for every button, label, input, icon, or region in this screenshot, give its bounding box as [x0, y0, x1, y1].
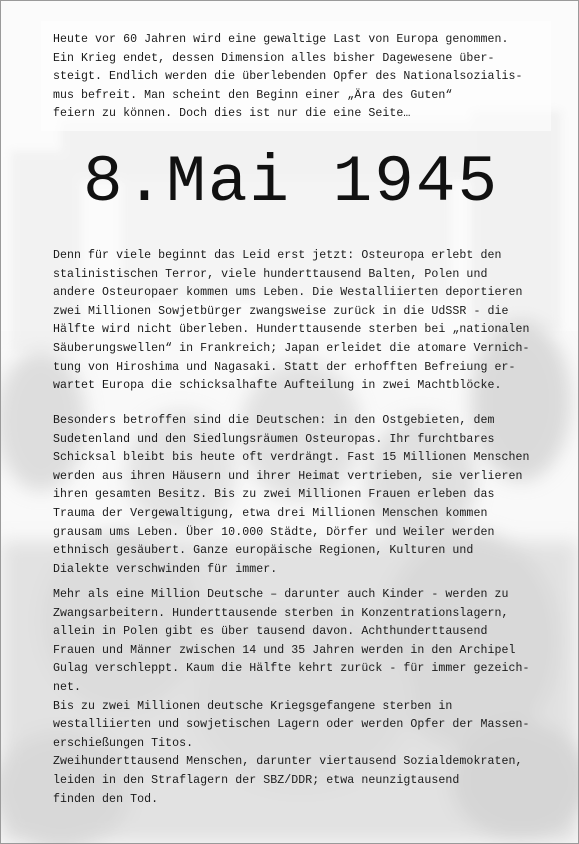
text-line: wartet Europa die schicksalhafte Aufteilung in zwei Machtblöcke.: [53, 379, 502, 393]
intro-line: mus befreit. Man scheint den Beginn einer „Ära des Guten“: [53, 88, 453, 102]
paragraph-forced-labour: [53, 586, 553, 809]
text-line: Schicksal bleibt bis heute oft verdrängt. Fast 15 Millionen Menschen: [53, 451, 530, 465]
text-line: Dialekte verschwinden für immer.: [53, 562, 278, 576]
intro-line: Ein Krieg endet, dessen Dimension alles bisher Dagewesene über-: [53, 51, 495, 65]
text-line: allein in Polen gibt es über tausend davon. Achthunderttausend: [53, 625, 488, 639]
intro-line: feiern zu können. Doch dies ist nur die eine Seite…: [53, 107, 411, 121]
text-line: Besonders betroffen sind die Deutschen: in den Ostgebieten, dem: [53, 414, 495, 427]
text-line: finden den Tod.: [53, 792, 159, 806]
intro-line: Heute vor 60 Jahren wird eine gewaltige Last von Europa genommen.: [53, 33, 509, 46]
text-line: grausam ums Leben. Über 10.000 Städte, Dörfer und Weiler werden: [53, 525, 495, 539]
text-line: tung von Hiroshima und Nagasaki. Statt der erhofften Befreiung er-: [53, 360, 516, 374]
text-line: erschießungen Titos.: [53, 736, 194, 750]
paragraph-expulsion: [53, 412, 553, 579]
text-line: werden aus ihren Häusern und ihrer Heimat vertrieben, sie verlieren: [53, 469, 523, 483]
text-line: zwei Millionen Sowjetbürger zwangsweise zurück in die UdSSR - die: [53, 304, 509, 318]
text-line: Säuberungswellen“ in Frankreich; Japan erleidet die atomare Vernich-: [53, 341, 530, 355]
text-line: ethnisch gesäubert. Ganze europäische Regionen, Kulturen und: [53, 544, 474, 558]
text-line: ihren gesamten Besitz. Bis zu zwei Millionen Frauen erleben das: [53, 488, 495, 502]
paragraph-eastern-europe: [53, 247, 553, 396]
text-line: Hälfte wird nicht überleben. Hunderttausende sterben bei „nationalen: [53, 323, 530, 337]
text-line: Zwangsarbeitern. Hunderttausende sterben in Konzentrationslagern,: [53, 606, 509, 620]
text-line: Sudetenland und den Siedlungsräumen Osteuropas. Ihr furchtbares: [53, 432, 495, 446]
intro-paragraph: [53, 31, 553, 124]
text-line: Bis zu zwei Millionen deutsche Kriegsgefangene sterben in: [53, 699, 453, 713]
headline-date: 8.Mai 1945: [83, 145, 500, 220]
text-line: stalinistischen Terror, viele hunderttausend Balten, Polen und: [53, 267, 488, 281]
text-line: westalliierten und sowjetischen Lagern oder werden Opfer der Massen-: [53, 718, 530, 732]
intro-line: steigt. Endlich werden die überlebenden Opfer des Nationalsozialis-: [53, 70, 523, 84]
text-line: leiden in den Straflagern der SBZ/DDR; etwa neunzigtausend: [53, 773, 460, 787]
text-line: andere Osteuropaer kommen ums Leben. Die Westalliierten deportieren: [53, 286, 523, 300]
text-line: Gulag verschleppt. Kaum die Hälfte kehrt zurück - für immer gezeich-: [53, 662, 530, 676]
text-line: Frauen und Männer zwischen 14 und 35 Jahren werden in den Archipel: [53, 643, 516, 657]
text-line: Denn für viele beginnt das Leid erst jetzt: Osteuropa erlebt den: [53, 249, 502, 262]
text-line: Zweihunderttausend Menschen, darunter viertausend Sozialdemokraten,: [53, 755, 523, 769]
text-line: Mehr als eine Million Deutsche – darunter auch Kinder - werden zu: [53, 588, 509, 601]
text-line: Trauma der Vergewaltigung, etwa drei Millionen Menschen kommen: [53, 506, 488, 520]
text-line: net.: [53, 680, 82, 694]
